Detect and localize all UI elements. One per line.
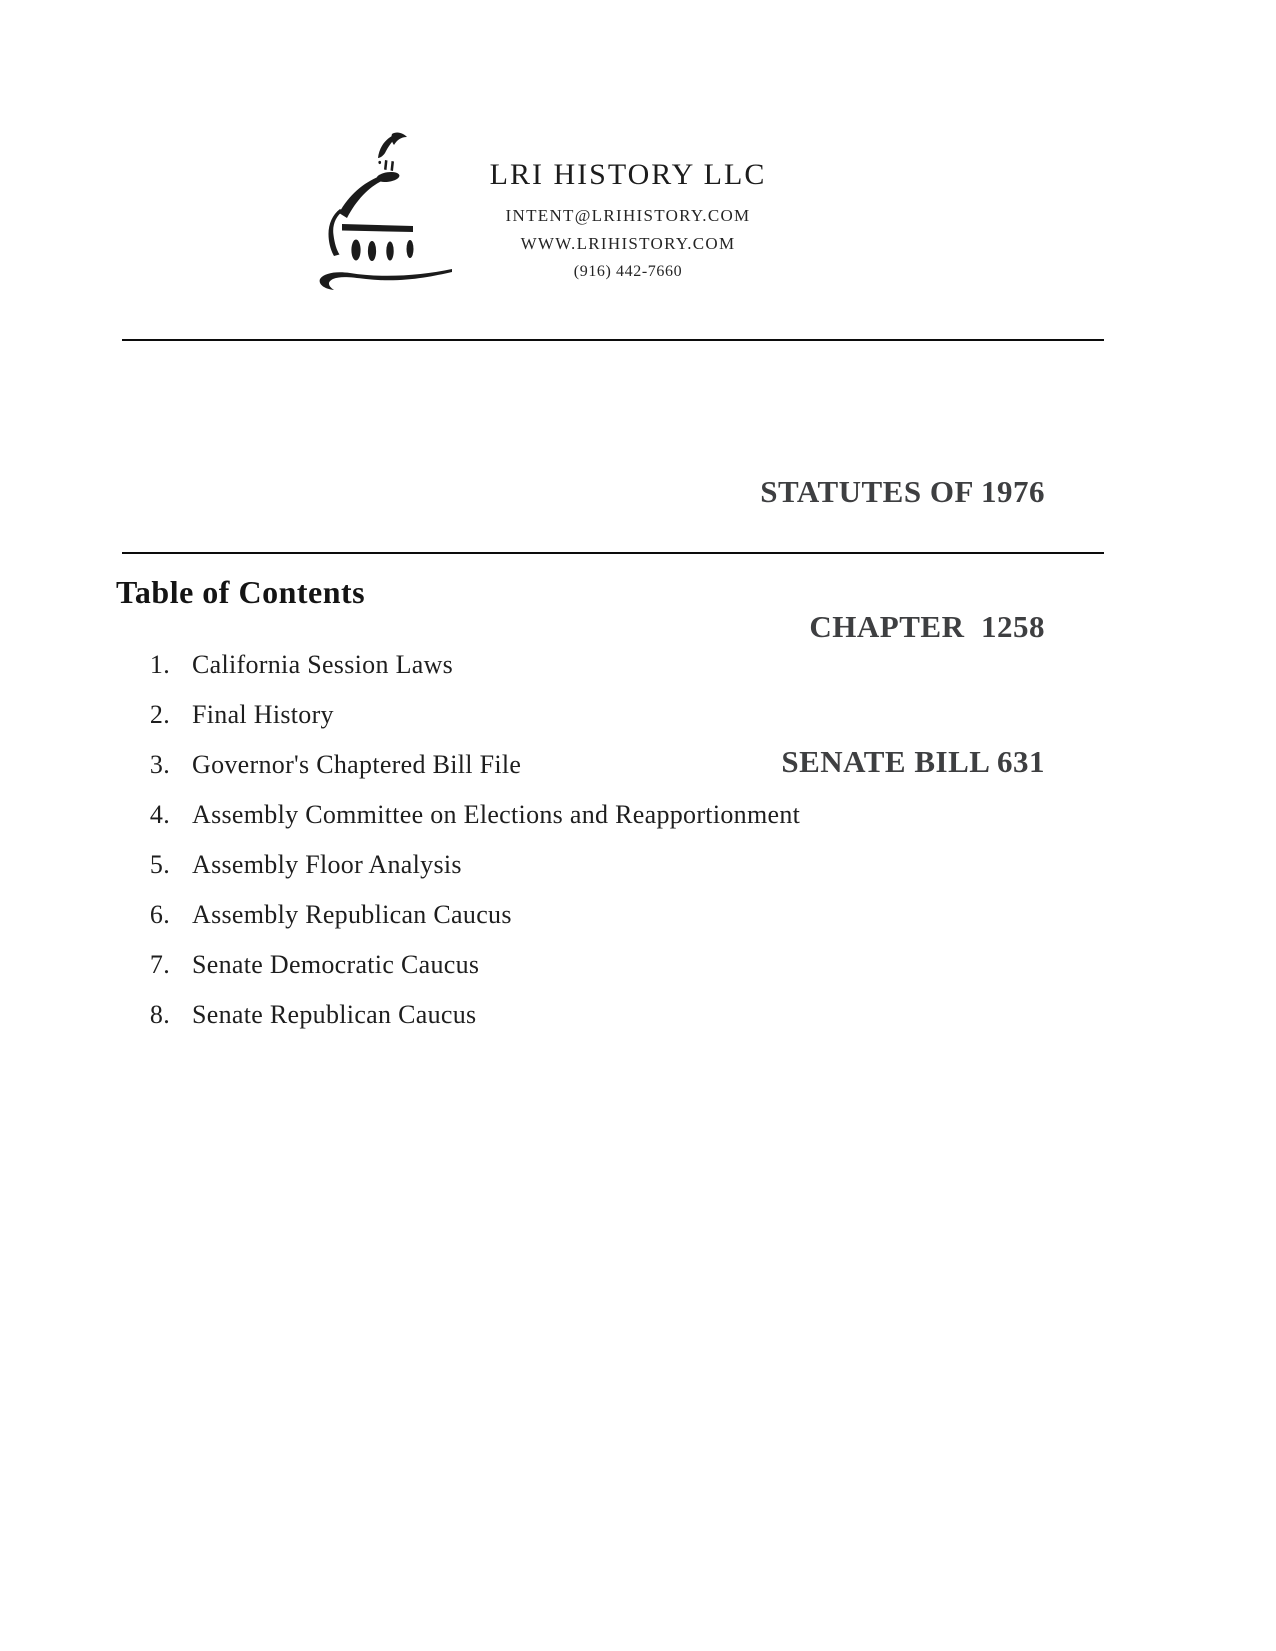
toc-item-number: 4. xyxy=(149,800,170,829)
website-url: WWW.LRIHISTORY.COM xyxy=(520,234,736,253)
toc-item xyxy=(116,940,800,990)
divider-top xyxy=(122,339,1104,341)
chapter-line: CHAPTER 1258 xyxy=(809,609,1045,644)
divider-bottom xyxy=(122,552,1104,554)
toc-item-number: 2. xyxy=(149,700,170,729)
toc-item xyxy=(116,990,800,1040)
toc-item xyxy=(116,890,800,940)
toc-item-label: Assembly Floor Analysis xyxy=(192,850,462,879)
toc-item-number: 5. xyxy=(149,850,170,879)
toc-item-number: 3. xyxy=(149,750,170,779)
toc-list xyxy=(116,640,800,1040)
toc-item-label: Assembly Committee on Elections and Reapportionment xyxy=(192,800,801,829)
toc-item-label: California Session Laws xyxy=(192,650,454,679)
company-name: LRI HISTORY LLC xyxy=(489,158,767,191)
phone-number: (916) 442-7660 xyxy=(573,263,683,280)
email-address: INTENT@LRIHISTORY.COM xyxy=(505,206,751,225)
toc-item-label: Senate Democratic Caucus xyxy=(192,950,480,979)
toc-item-number: 1. xyxy=(149,650,170,679)
toc-item xyxy=(116,840,800,890)
toc-item-label: Senate Republican Caucus xyxy=(192,1000,477,1029)
toc-item-label: Governor's Chaptered Bill File xyxy=(192,750,522,779)
toc-item-label: Final History xyxy=(192,700,334,729)
toc-item xyxy=(116,740,800,790)
toc-item-number: 6. xyxy=(149,900,170,929)
toc-item-label: Assembly Republican Caucus xyxy=(192,900,512,929)
toc-item-number: 8. xyxy=(149,1000,170,1029)
senate-bill-line: SENATE BILL 631 xyxy=(781,744,1045,779)
statutes-line: STATUTES OF 1976 xyxy=(760,474,1045,509)
toc-item xyxy=(116,790,800,840)
toc-item-number: 7. xyxy=(149,950,170,979)
letterhead xyxy=(428,156,828,285)
toc-item xyxy=(116,640,800,690)
toc-title: Table of Contents xyxy=(116,574,366,610)
bill-reference-block xyxy=(760,379,1045,874)
toc-item xyxy=(116,690,800,740)
